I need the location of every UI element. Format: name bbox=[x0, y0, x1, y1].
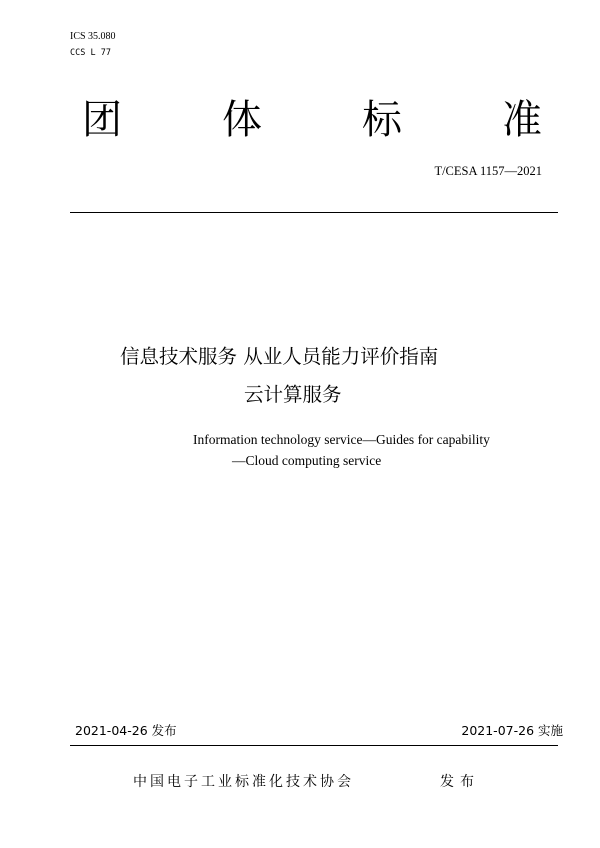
publish-date: 2021-04-26 发布 bbox=[75, 723, 177, 738]
publish-label: 发布 bbox=[440, 774, 480, 790]
chinese-title-line-1: 信息技术服务 从业人员能力评价指南 bbox=[120, 345, 439, 368]
heading-char: 准 bbox=[502, 97, 542, 143]
ics-code: ICS 35.080 bbox=[70, 31, 116, 42]
english-title-line-2: —Cloud computing service bbox=[232, 453, 382, 468]
top-divider bbox=[70, 212, 558, 213]
heading-char: 体 bbox=[222, 97, 262, 143]
publisher-name: 中国电子工业标准化技术协会 bbox=[133, 774, 354, 790]
standard-type-heading bbox=[82, 92, 542, 148]
heading-char: 团 bbox=[82, 97, 122, 143]
chinese-title-line-2: 云计算服务 bbox=[244, 383, 342, 406]
heading-char: 标 bbox=[362, 97, 402, 143]
english-title-line-1: Information technology service—Guides for capability bbox=[193, 432, 490, 447]
bottom-divider bbox=[70, 745, 558, 746]
ccs-code: CCS L 77 bbox=[70, 48, 111, 58]
implementation-date: 2021-07-26 实施 bbox=[461, 723, 563, 738]
standard-number: T/CESA 1157—2021 bbox=[434, 164, 542, 178]
